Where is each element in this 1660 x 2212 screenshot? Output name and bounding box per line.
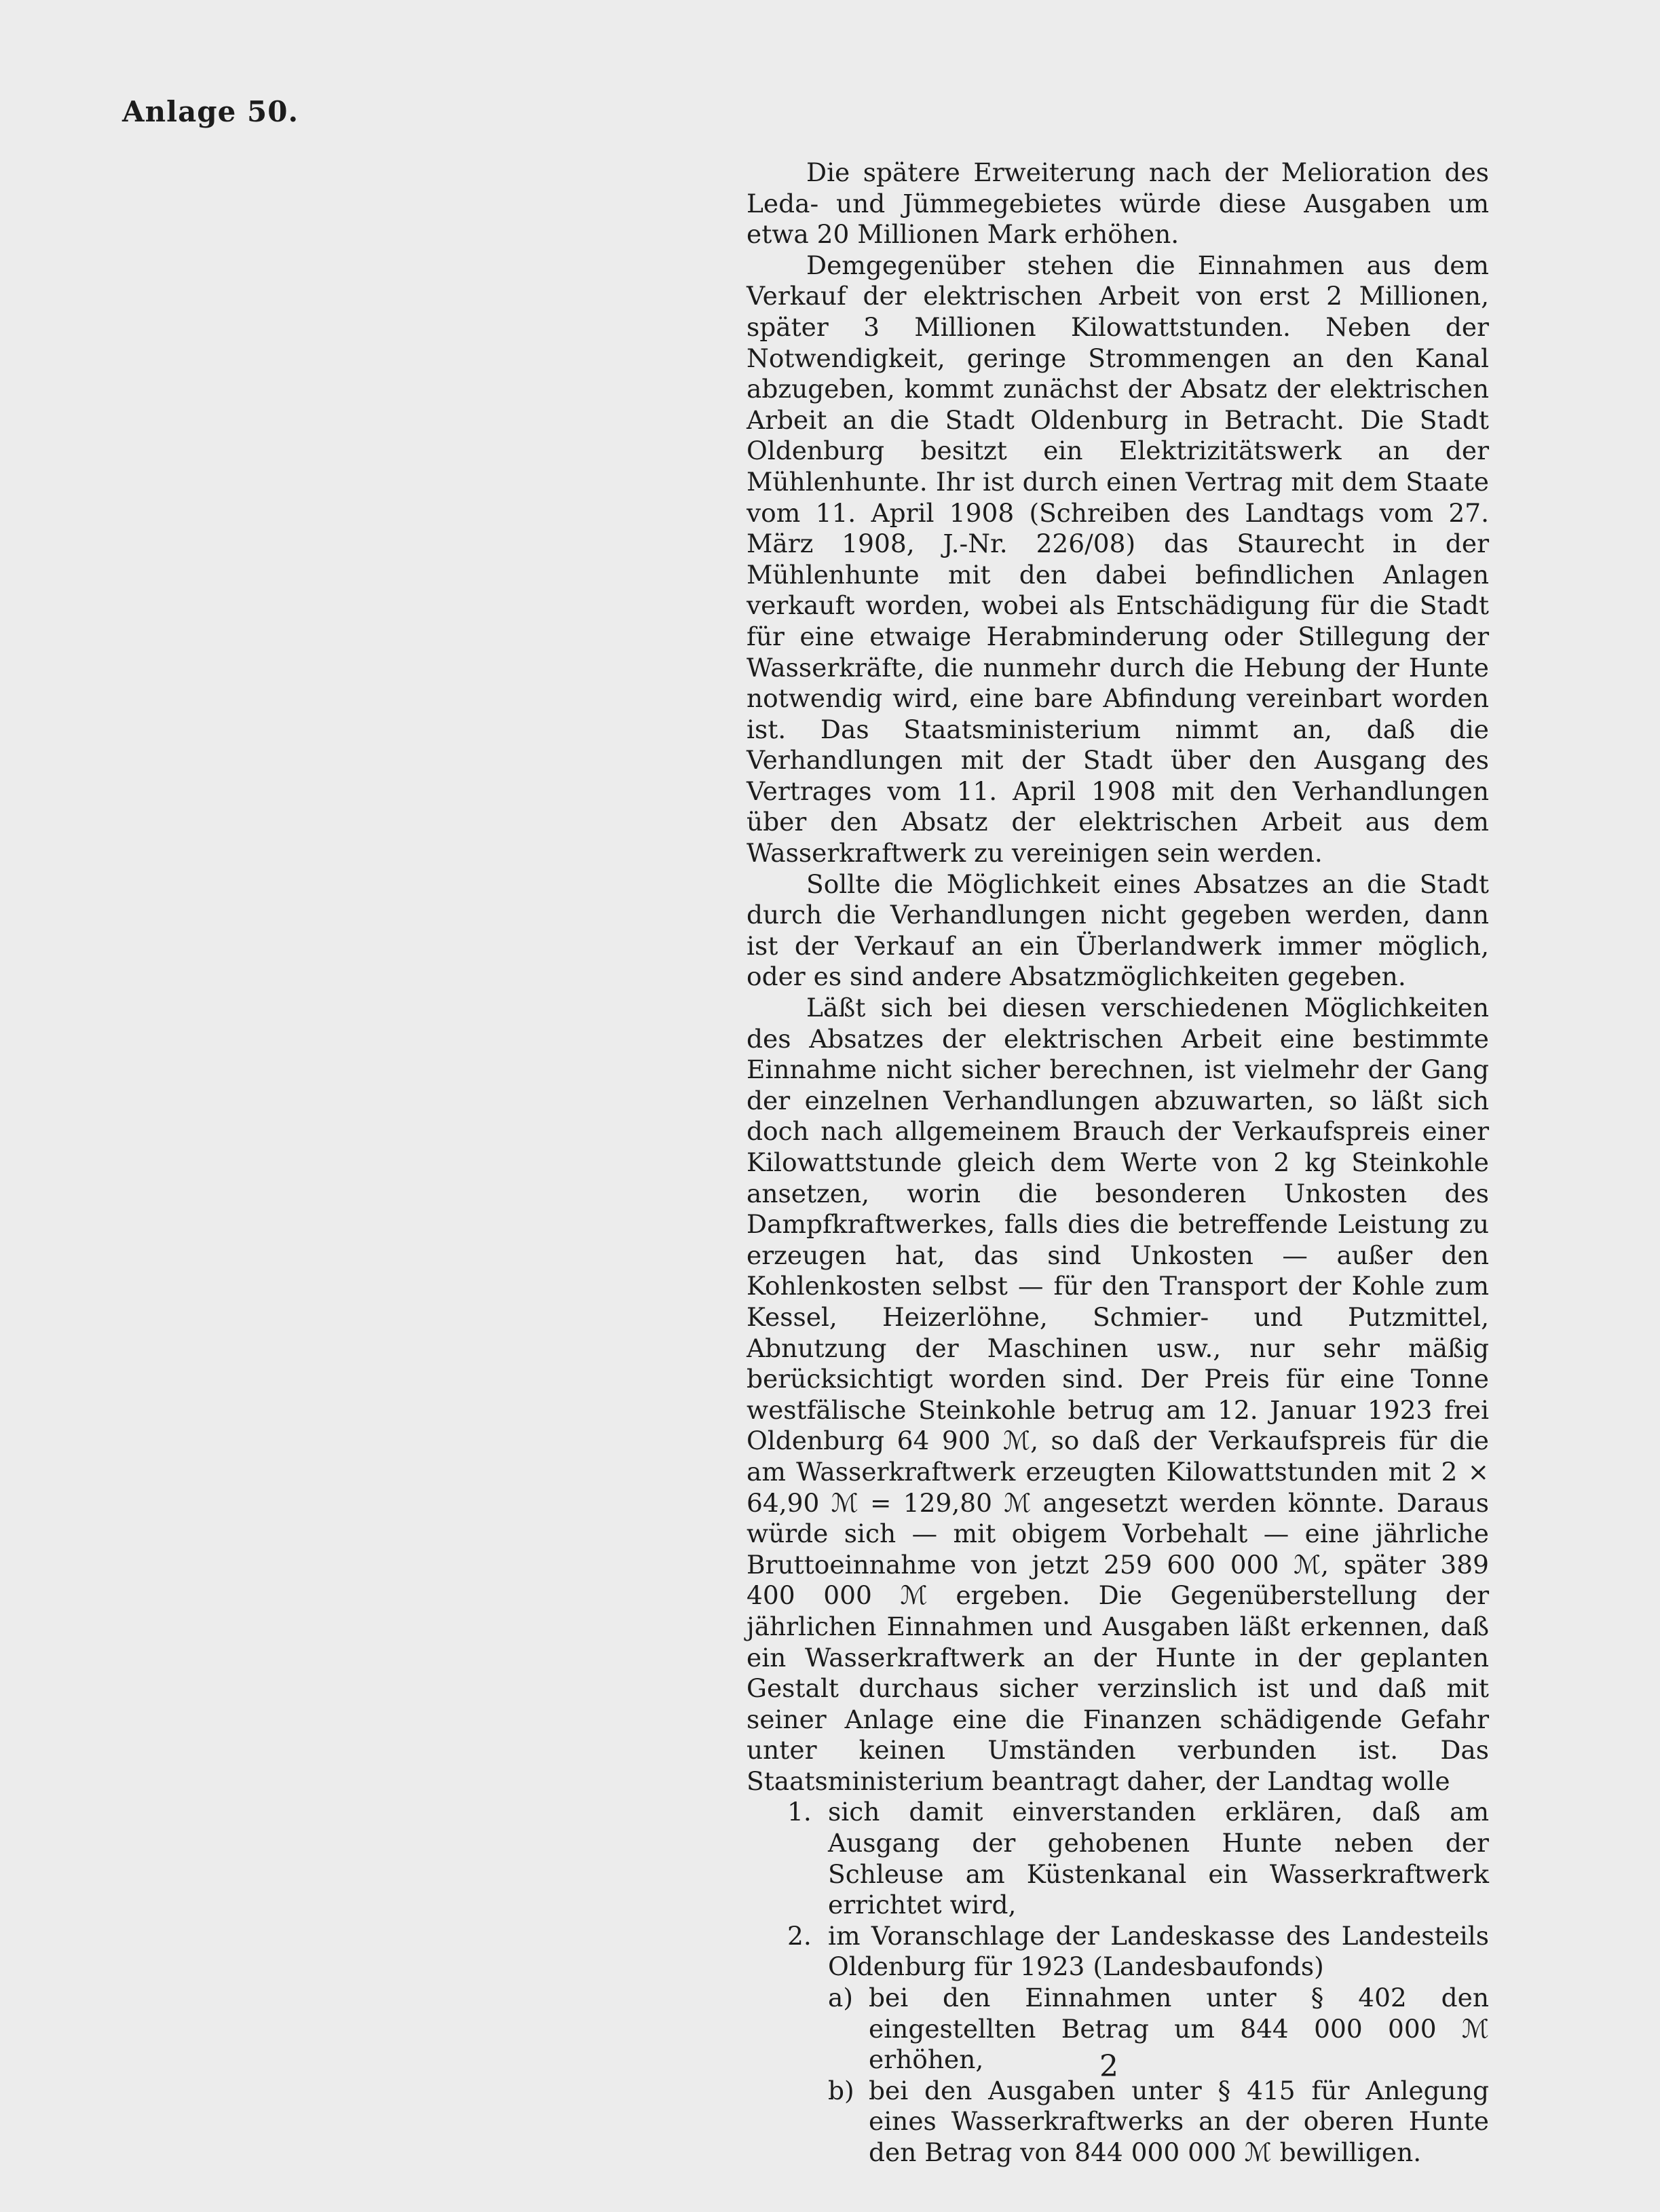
- list-item: [747, 1921, 1489, 2169]
- paragraph: Demgegenüber stehen die Einnahmen aus dem Verkauf der elektrischen Arbeit von erst 2 Millionen, später 3 Millionen Kilowattstunden. Neben der Notwendigkeit, geringe Strommengen an den Kanal abzugeben, kommt zunächst der Absatz der elektrischen Arbeit an die Stadt Oldenburg in Betracht. Die Stadt Oldenburg besitzt ein Elektrizitätswerk an der Mühlenhunte. Ihr ist durch einen Vertrag mit dem Staate vom 11. April 1908 (Schreiben des Landtags vom 27. März 1908, J.-Nr. 226/08) das Staurecht in der Mühlenhunte mit den dabei befindlichen Anlagen verkauft worden, wobei als Entschädigung für die Stadt für eine etwaige Herabminderung oder Stillegung der Wasserkräfte, die nunmehr durch die Hebung der Hunte notwendig wird, eine bare Abfindung vereinbart worden ist. Das Staatsministerium nimmt an, daß die Verhandlungen mit der Stadt über den Ausgang des Vertrages vom 11. April 1908 mit den Verhandlungen über den Absatz der elektrischen Arbeit aus dem Wasserkraftwerk zu vereinigen sein werden.: [747, 250, 1489, 869]
- list-number: 2.: [787, 1920, 812, 1951]
- page-number: 2: [1099, 2049, 1118, 2084]
- budget-sublist: [828, 1983, 1489, 2169]
- list-item-text: im Voranschlage der Landeskasse des Landesteils Oldenburg für 1923 (Landesbaufonds): [828, 1920, 1489, 1982]
- annex-heading: Anlage 50.: [122, 95, 299, 128]
- sublist-item: [828, 1983, 1489, 2076]
- sublist-item: [828, 2076, 1489, 2169]
- text-column: [747, 157, 1489, 2169]
- motion-list: [747, 1797, 1489, 2168]
- sublist-item-text: bei den Ausgaben unter § 415 für Anlegung eines Wasserkraftwerks an der oberen Hunte den Betrag von 844 000 000 ℳ bewilligen.: [869, 2075, 1489, 2167]
- paragraph: Läßt sich bei diesen verschiedenen Möglichkeiten des Absatzes der elektrischen Arbeit eine bestimmte Einnahme nicht sicher berechnen, ist vielmehr der Gang der einzelnen Verhandlungen abzuwarten, so läßt sich doch nach allgemeinem Brauch der Verkaufspreis einer Kilowattstunde gleich dem Werte von 2 kg Steinkohle ansetzen, worin die besonderen Unkosten des Dampfkraftwerkes, falls dies die betreffende Leistung zu erzeugen hat, das sind Unkosten — außer den Kohlenkosten selbst — für den Transport der Kohle zum Kessel, Heizerlöhne, Schmier- und Putzmittel, Abnutzung der Maschinen usw., nur sehr mäßig berücksichtigt worden sind. Der Preis für eine Tonne westfälische Steinkohle betrug am 12. Januar 1923 frei Oldenburg 64 900 ℳ, so daß der Verkaufspreis für die am Wasserkraftwerk erzeugten Kilowattstunden mit 2 × 64,90 ℳ = 129,80 ℳ angesetzt werden könnte. Daraus würde sich — mit obigem Vorbehalt — eine jährliche Bruttoeinnahme von jetzt 259 600 000 ℳ, später 389 400 000 ℳ ergeben. Die Gegenüberstellung der jährlichen Einnahmen und Ausgaben läßt erkennen, daß ein Wasserkraftwerk an der Hunte in der geplanten Gestalt durchaus sicher verzinslich ist und daß mit seiner Anlage eine die Finanzen schädigende Gefahr unter keinen Umständen verbunden ist. Das Staatsministerium beantragt daher, der Landtag wolle: [747, 993, 1489, 1796]
- sublist-item-text: bei den Einnahmen unter § 402 den eingestellten Betrag um 844 000 000 ℳ erhöhen,: [869, 1983, 1489, 2075]
- list-number: 1.: [787, 1797, 812, 1827]
- sublist-label: a): [828, 1983, 853, 2013]
- sublist-label: b): [828, 2075, 854, 2105]
- paragraph: Sollte die Möglichkeit eines Absatzes an die Stadt durch die Verhandlungen nicht gegeben werden, dann ist der Verkauf an ein Überlandwerk immer möglich, oder es sind andere Absatzmöglichkeiten gegeben.: [747, 869, 1489, 992]
- paragraph: Die spätere Erweiterung nach der Melioration des Leda- und Jümmegebietes würde diese Ausgaben um etwa 20 Millionen Mark erhöhen.: [747, 157, 1489, 250]
- list-item: [747, 1797, 1489, 1920]
- list-item-text: sich damit einverstanden erklären, daß am Ausgang der gehobenen Hunte neben der Schleuse am Küstenkanal ein Wasserkraftwerk errichtet wird,: [828, 1797, 1489, 1920]
